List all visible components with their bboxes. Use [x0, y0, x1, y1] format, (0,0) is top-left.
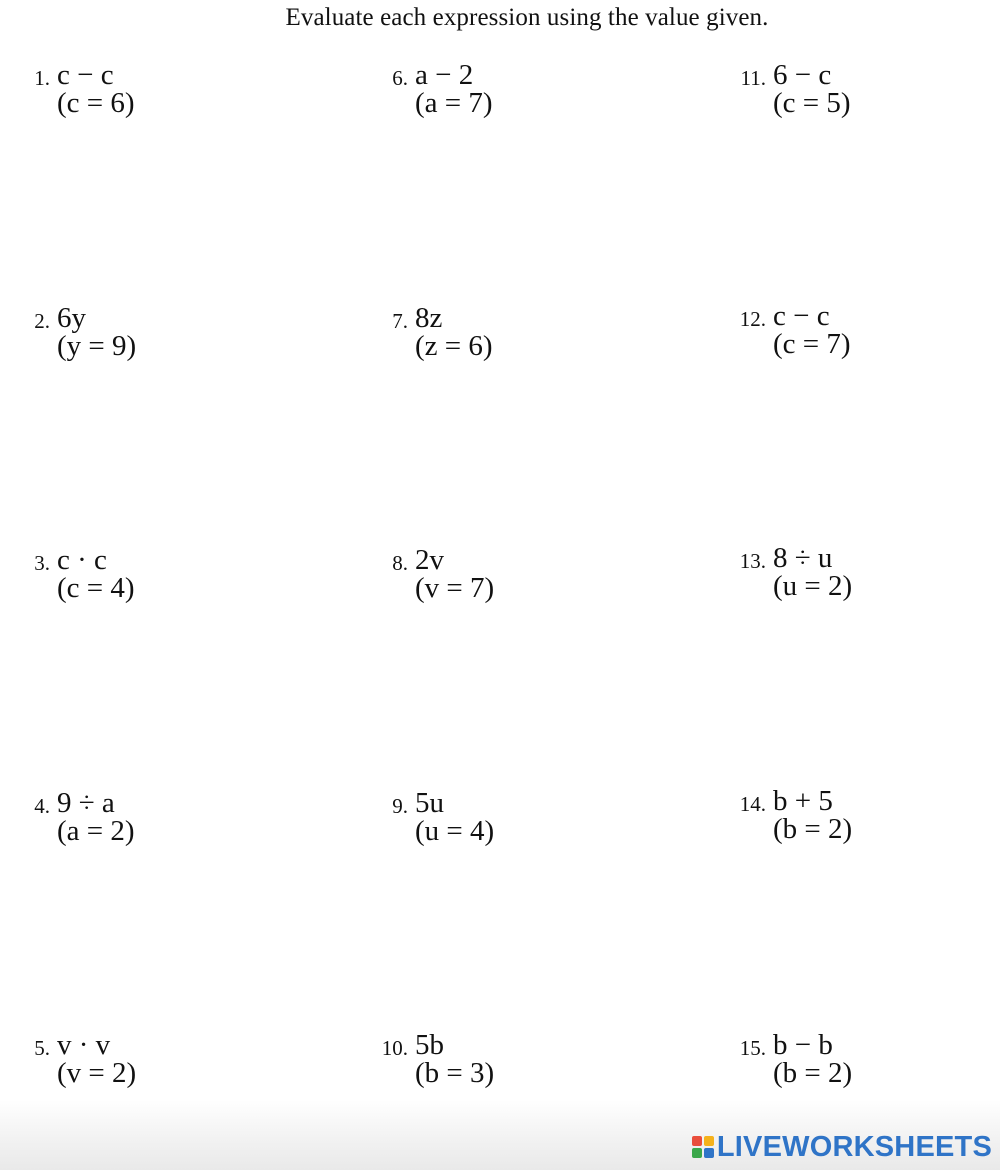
brand	[692, 1130, 992, 1164]
problem-5	[0, 1029, 300, 1103]
problem-expression: 9 ÷ a	[57, 787, 115, 819]
problem-given-value: (c = 6)	[57, 87, 135, 119]
problem-9	[358, 787, 658, 861]
problem-expression: c − c	[57, 59, 114, 91]
footer-bar	[0, 1100, 1000, 1170]
problem-10	[358, 1029, 658, 1103]
problem-number: 5.	[34, 1036, 50, 1060]
problem-number: 4.	[34, 794, 50, 818]
problem-given-value: (y = 9)	[57, 330, 137, 362]
problem-number: 1.	[34, 66, 50, 90]
problem-given-value: (u = 2)	[773, 570, 853, 602]
problem-given-value: (v = 2)	[57, 1057, 137, 1089]
logo-square-blue	[704, 1148, 714, 1158]
problem-expression: 8 ÷ u	[773, 542, 833, 574]
problem-expression: b − b	[773, 1029, 833, 1061]
problem-expression: 2v	[415, 544, 444, 576]
problem-given-value: (a = 7)	[415, 87, 493, 119]
problem-given-value: (u = 4)	[415, 815, 495, 847]
worksheet-title: Evaluate each expression using the value given.	[285, 4, 769, 31]
problem-number: 3.	[34, 551, 50, 575]
problem-expression: 6 − c	[773, 59, 832, 91]
liveworksheets-logo-icon	[692, 1136, 714, 1158]
problem-number: 10.	[381, 1036, 408, 1060]
problem-number: 13.	[739, 549, 766, 573]
problem-expression: 8z	[415, 302, 443, 334]
problem-7	[358, 302, 658, 376]
problem-given-value: (b = 3)	[415, 1057, 495, 1089]
problem-6	[358, 59, 658, 133]
logo-square-red	[692, 1136, 702, 1146]
problem-expression: c − c	[773, 300, 830, 332]
problem-3	[0, 544, 300, 618]
problem-given-value: (v = 7)	[415, 572, 495, 604]
problem-number: 8.	[392, 551, 408, 575]
problem-8	[358, 544, 658, 618]
problem-expression: c · c	[57, 544, 107, 576]
problem-2	[0, 302, 300, 376]
logo-square-green	[692, 1148, 702, 1158]
problem-4	[0, 787, 300, 861]
problem-expression: b + 5	[773, 785, 833, 817]
problem-11	[716, 59, 1000, 133]
problem-expression: v · v	[57, 1029, 111, 1061]
brand-name: LIVEWORKSHEETS	[716, 1131, 992, 1163]
problem-given-value: (c = 4)	[57, 572, 135, 604]
problem-number: 9.	[392, 794, 408, 818]
problem-number: 14.	[739, 792, 766, 816]
logo-square-yellow	[704, 1136, 714, 1146]
problem-given-value: (c = 7)	[773, 328, 851, 360]
problem-1	[0, 59, 300, 133]
problem-number: 6.	[392, 66, 408, 90]
problem-number: 2.	[34, 309, 50, 333]
problem-13	[716, 542, 1000, 616]
problem-given-value: (z = 6)	[415, 330, 493, 362]
problem-expression: 5u	[415, 787, 444, 819]
problem-number: 15.	[739, 1036, 766, 1060]
problem-15	[716, 1029, 1000, 1103]
problem-expression: 5b	[415, 1029, 444, 1061]
problem-given-value: (c = 5)	[773, 87, 851, 119]
problem-number: 11.	[740, 66, 766, 90]
problem-number: 12.	[739, 307, 766, 331]
problem-expression: 6y	[57, 302, 86, 334]
problem-14	[716, 785, 1000, 859]
problem-number: 7.	[392, 309, 408, 333]
problem-given-value: (a = 2)	[57, 815, 135, 847]
problem-given-value: (b = 2)	[773, 1057, 853, 1089]
problem-12	[716, 300, 1000, 374]
problem-expression: a − 2	[415, 59, 474, 91]
problem-given-value: (b = 2)	[773, 813, 853, 845]
